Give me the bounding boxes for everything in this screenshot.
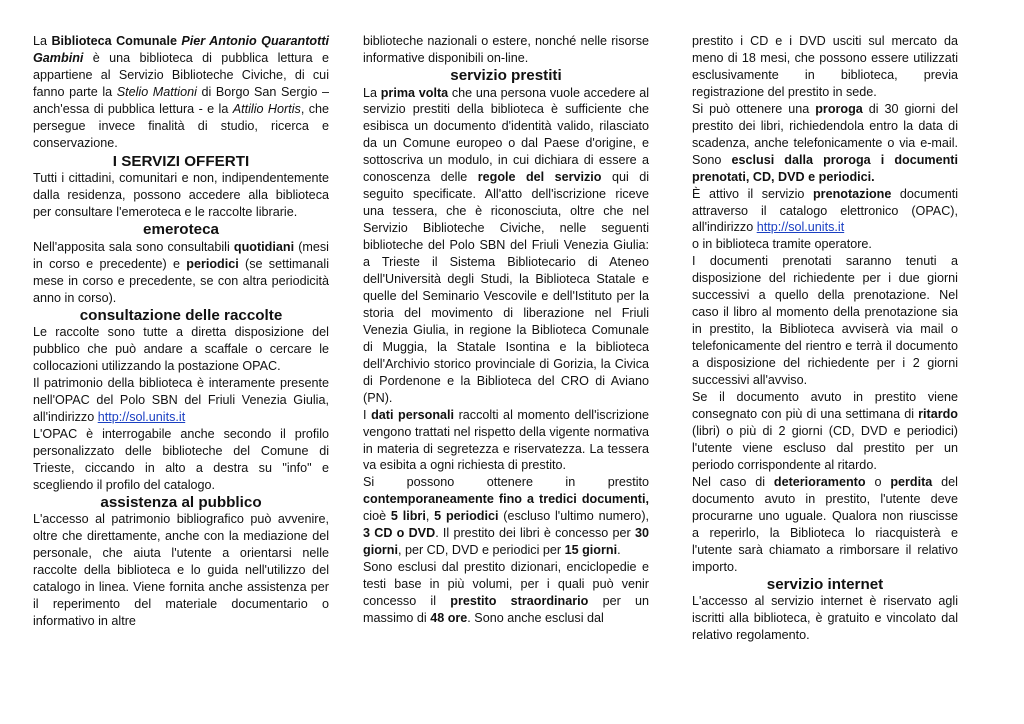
column-2 (363, 33, 649, 627)
text: per un massimo di (363, 594, 649, 626)
text: La (33, 34, 52, 48)
paragraph-internet: L'accesso al servizio internet è riservato agli iscritti alla biblioteca, è gratuito e vincolato dal relativo regolamento. (692, 594, 958, 642)
text: Sono esclusi dal prestito dizionari, enciclopedie e testi base in più volumi, per i quali può venir concesso il (363, 560, 649, 609)
bold-30-giorni: 30 giorni (363, 526, 649, 558)
paragraph-assistenza: L'accesso al patrimonio bibliografico può avvenire, oltre che direttamente, anche con la mediazione del personale, che aiuta l'utente a orientarsi nelle raccolte della biblioteca e lo guida nell'utilizzo del catalogo in linea. Viene fornita anche assistenza per il reperimento del materiale documentario o informativo in altre (33, 512, 329, 628)
bold-48-ore: 48 ore (430, 611, 468, 626)
library-attilio-hortis: Attilio Hortis (232, 101, 301, 116)
heading-consultazione: consultazione delle raccolte (79, 306, 283, 324)
paragraph-prenotazione (692, 186, 958, 237)
text: , per CD, DVD e periodici per (397, 543, 565, 558)
paragraph-deterioramento (692, 474, 958, 576)
text: Nell'apposita sala sono consultabili (33, 239, 234, 254)
text: Il patrimonio della biblioteca è interamente presente nell'OPAC del Polo SBN del Friuli Venezia Giulia, all'indirizzo (33, 375, 329, 424)
paragraph-continuation: biblioteche nazionali o estere, nonché nelle risorse informative disponibili on-line. (363, 34, 649, 65)
text: Si può ottenere una (692, 101, 816, 116)
paragraph-prenotati: I documenti prenotati saranno tenuti a disposizione del richiedente per i due giorni successivi a quello della prenotazione. Nel caso il libro al momento della prenotazione sia in prestito, la Biblioteca avviserà via mail o telefonicamente del rientro e terrà il documento a disposizione del richiedente per i 2 giorni successivi all'avviso. (692, 254, 958, 388)
text: documenti attraverso il catalogo elettronico (OPAC), all'indirizzo (692, 186, 958, 235)
paragraph-raccolte-2 (33, 375, 329, 426)
text: (libri) o più di 2 giorni (CD, DVD e periodici) l'utente viene escluso dal prestito per un periodo corrispondente al ritardo. (692, 423, 958, 472)
bold-5-periodici: 5 periodici (434, 509, 499, 524)
bold-5-libri: 5 libri (390, 509, 426, 524)
column-3 (692, 33, 958, 644)
heading-servizi-offerti: I SERVIZI OFFERTI (112, 152, 250, 170)
text: . Il prestito dei libri è concesso per (435, 526, 635, 541)
paragraph-ritardo (692, 389, 958, 474)
bold-periodici: periodici (186, 256, 239, 271)
bold-prima-volta: prima volta (380, 85, 449, 100)
opac-link[interactable]: http://sol.units.it (756, 220, 845, 235)
paragraph-continuation: prestito i CD e i DVD usciti sul mercato da meno di 18 mesi, che possono essere utilizzati esclusivamente in biblioteca, previa registrazione del prestito in sede. (692, 34, 958, 99)
text: , (425, 509, 435, 524)
bold-prestito-straordinario: prestito straordinario (450, 594, 589, 609)
text: (mesi in corso e precedente) e (33, 239, 329, 271)
bold-esclusi-proroga: esclusi dalla proroga i documenti prenotati, CD, DVD e periodici. (692, 152, 958, 184)
bold-dati-personali: dati personali (371, 407, 455, 422)
text: (se settimanali mese in corso e precedente, se con altra periodicità anno in corso). (33, 256, 329, 305)
paragraph-raccolte-1: Le raccolte sono tutte a diretta disposizione del pubblico che può andare a scaffale o cercare le collocazioni utilizzando la postazione OPAC. (33, 325, 329, 374)
text: Se il documento avuto in prestito viene consegnato con più di una settimana di (692, 390, 958, 421)
text: . Sono anche esclusi dal (467, 611, 604, 626)
text: (escluso l'ultimo numero), (498, 509, 650, 524)
opac-link[interactable]: http://sol.units.it (97, 409, 186, 424)
text: qui di seguito specificate. All'atto dell'iscrizione riceve una tessera, che è riconosciuta, oltre che nel Servizio Biblioteche Civiche, nelle seguenti biblioteche del Polo SBN del Friuli Venezia Giulia: a Trieste il Sistema Bibliotecario di Ateneo dell'Università degli Studi, la Biblioteca Statale e quelle del Seminario Vescovile e dell'Istituto per la storia del movimento di liberazione nel Friuli Venezia Giulia, in regione la Biblioteca Comunale di Muggia, la Statale Isontina e la biblioteca dell'Archivio storico provinciale di Gorizia, la Civica di Pordenone e la Biblioteca del CRO di Aviano (PN). (363, 170, 649, 405)
paragraph-operatore: o in biblioteca tramite operatore. (692, 237, 872, 252)
paragraph-tutti: Tutti i cittadini, comunitari e non, indipendentemente dalla residenza, possono accedere alla biblioteca per consultare l'emeroteca e le raccolte librarie. (33, 171, 329, 220)
bold-ritardo: ritardo (918, 406, 958, 421)
bold-proroga: proroga (815, 101, 863, 116)
text: Si possono ottenere in prestito (363, 475, 649, 490)
text: cioè (363, 509, 391, 524)
heading-servizio-internet: servizio internet (766, 575, 884, 593)
library-name-italic: Pier Antonio Quarantotti Gambini (33, 34, 330, 65)
text: Nel caso di (692, 474, 774, 489)
bold-deterioramento: deterioramento (773, 474, 866, 489)
text: raccolti al momento dell'iscrizione vengono trattati nel rispetto della vigente normativa in materia di segretezza e riservatezza. La tessera va esibita a ogni richiesta di prestito. (363, 407, 649, 473)
column-1 (33, 33, 329, 630)
heading-emeroteca: emeroteca (143, 221, 219, 239)
text: è una biblioteca di pubblica lettura e appartiene al Servizio Biblioteche Civiche, di cui fanno parte la (33, 50, 329, 99)
text: I (363, 407, 372, 422)
bold-15-giorni: 15 giorni (564, 543, 618, 558)
paragraph-prima-volta (363, 85, 649, 407)
text: . (617, 543, 621, 558)
library-stelio-mattioni: Stelio Mattioni (116, 84, 197, 99)
text: È attivo il servizio (692, 186, 813, 201)
bold-prenotazione: prenotazione (812, 186, 892, 201)
text: La (363, 85, 381, 100)
paragraph-emeroteca (33, 239, 329, 307)
paragraph-proroga (692, 101, 958, 186)
library-name: Biblioteca Comunale (51, 34, 177, 48)
heading-servizio-prestiti: servizio prestiti (450, 66, 562, 84)
text: , che persegue invece finalità di studio, ricerca e conservazione. (33, 101, 330, 150)
paragraph-limiti-prestito (363, 474, 649, 559)
text: o (865, 474, 891, 489)
text: di Borgo San Sergio – anch'essa di pubblica lettura - e la (33, 84, 329, 116)
bold-quotidiani: quotidiani (233, 239, 295, 254)
heading-assistenza: assistenza al pubblico (100, 493, 262, 511)
text: del documento avuto in prestito, l'utente deve procurarne uno uguale. Qualora non riuscisse a reperirlo, la Biblioteca lo riacquisterà e l'utente sarà chiamato a rimborsare il relativo importo. (692, 474, 958, 574)
bold-3-cd-dvd: 3 CD o DVD (363, 526, 436, 541)
paragraph-raccolte-3: L'OPAC è interrogabile anche secondo il profilo personalizzato delle biblioteche del Comune di Trieste, ciccando in alto a destra su "info" e scegliendo il profilo del catalogo. (33, 426, 329, 492)
text: che una persona vuole accedere al servizio prestiti della biblioteca è sufficiente che esibisca un documento d'identità valido, rilasciato da un Comune europeo o dal Paese d'origine, e sottoscriva un modulo, in cui dichiara di essere a conoscenza delle (363, 85, 649, 185)
bold-regole: regole del servizio (477, 170, 602, 185)
paragraph-esclusi (363, 559, 649, 627)
bold-tredici-documenti: contemporaneamente fino a tredici documenti, (363, 492, 649, 507)
intro-paragraph (33, 33, 329, 152)
text: di 30 giorni del prestito dei libri, richiedendola entro la data di scadenza, anche telefonicamente o via e-mail. Sono (692, 101, 958, 167)
bold-perdita: perdita (890, 474, 933, 489)
paragraph-dati-personali (363, 407, 649, 475)
